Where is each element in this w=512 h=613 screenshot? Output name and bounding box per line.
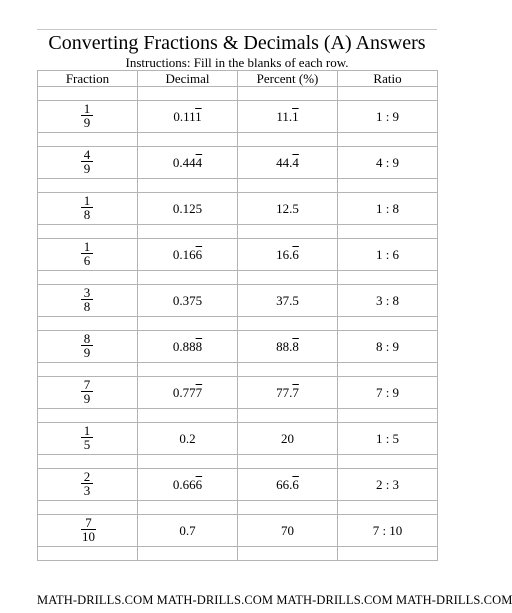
instructions: Instructions: Fill in the blanks of each row. [125, 55, 349, 70]
percent-cell [238, 147, 338, 179]
fraction [81, 240, 93, 267]
decimal-repeating-digit: 6 [195, 476, 203, 492]
fraction-denominator: 6 [81, 253, 93, 267]
spacer-cell [38, 271, 138, 285]
percent-cell [238, 469, 338, 501]
fraction-denominator: 3 [81, 483, 93, 497]
ratio-value: 1 : 5 [375, 430, 400, 446]
fraction [81, 286, 93, 313]
fraction-cell [38, 101, 138, 133]
ratio-value: 7 : 9 [375, 384, 400, 400]
percent-value: 77. [276, 384, 293, 400]
ratio-cell [338, 377, 438, 409]
percent-repeating-digit: 7 [292, 384, 299, 400]
fraction-cell [38, 331, 138, 363]
spacer-cell [338, 179, 438, 193]
spacer-cell [238, 547, 338, 561]
fraction-numerator: 1 [83, 101, 91, 116]
decimal-repeating-digit: 1 [195, 108, 202, 124]
ratio-value: 1 : 9 [375, 108, 400, 124]
percent-cell [238, 193, 338, 225]
spacer-cell [38, 409, 138, 423]
percent-repeating-digit: 1 [292, 108, 299, 124]
percent-value: 70 [281, 522, 294, 538]
spacer-cell [138, 455, 238, 469]
ratio-value: 4 : 9 [375, 154, 400, 170]
spacer-cell [338, 501, 438, 515]
spacer-row [38, 271, 438, 285]
spacer-cell [38, 363, 138, 377]
spacer-cell [138, 317, 238, 331]
percent-cell [238, 515, 338, 547]
percent-cell [238, 285, 338, 317]
spacer-cell [138, 409, 238, 423]
fraction-cell [38, 147, 138, 179]
ratio-cell [338, 515, 438, 547]
fraction-denominator: 9 [81, 345, 93, 359]
spacer-cell [238, 501, 338, 515]
decimal-repeating-digit: 8 [195, 338, 203, 354]
fraction [81, 470, 93, 497]
ratio-value: 1 : 6 [375, 246, 400, 262]
fraction-cell [38, 193, 138, 225]
decimal-value: 0.16 [172, 246, 196, 262]
table-row [38, 193, 438, 225]
decimal-value: 0.11 [173, 108, 196, 124]
fraction-denominator: 9 [81, 115, 93, 129]
spacer-cell [338, 455, 438, 469]
fraction-numerator: 1 [83, 423, 91, 438]
fraction-denominator: 8 [81, 207, 93, 221]
spacer-cell [238, 133, 338, 147]
spacer-cell [38, 87, 138, 101]
header-ratio: Ratio [338, 71, 438, 87]
ratio-cell [338, 193, 438, 225]
ratio-value: 2 : 3 [375, 476, 400, 492]
decimal-repeating-digit: 4 [195, 154, 203, 170]
decimal-cell [138, 239, 238, 271]
table-header-row [38, 71, 438, 87]
spacer-cell [38, 547, 138, 561]
percent-repeating-digit: 6 [292, 246, 299, 262]
table-row [38, 423, 438, 455]
spacer-cell [138, 179, 238, 193]
spacer-cell [338, 547, 438, 561]
spacer-cell [138, 363, 238, 377]
decimal-value: 0.88 [172, 338, 196, 354]
percent-value: 12.5 [276, 200, 299, 216]
fraction-numerator: 2 [83, 469, 91, 484]
ratio-cell [338, 147, 438, 179]
fraction-cell [38, 469, 138, 501]
decimal-cell [138, 515, 238, 547]
decimal-cell [138, 101, 238, 133]
fraction [81, 148, 93, 175]
ratio-cell [338, 239, 438, 271]
spacer-row [38, 87, 438, 101]
fraction-denominator: 8 [81, 299, 93, 313]
spacer-cell [238, 317, 338, 331]
answer-table [37, 70, 438, 561]
spacer-cell [138, 547, 238, 561]
ratio-value: 1 : 8 [375, 200, 400, 216]
fraction-numerator: 3 [83, 285, 91, 300]
ratio-cell [338, 423, 438, 455]
spacer-row [38, 225, 438, 239]
percent-value: 88. [276, 338, 293, 354]
ratio-value: 3 : 8 [375, 292, 400, 308]
spacer-row [38, 409, 438, 423]
table-body [38, 87, 438, 561]
table-row [38, 285, 438, 317]
spacer-cell [38, 501, 138, 515]
decimal-cell [138, 469, 238, 501]
percent-value: 44. [276, 154, 293, 170]
spacer-row [38, 455, 438, 469]
decimal-value: 0.375 [172, 292, 203, 308]
spacer-cell [338, 409, 438, 423]
spacer-row [38, 179, 438, 193]
fraction-numerator: 4 [83, 147, 91, 162]
decimal-cell [138, 331, 238, 363]
decimal-value: 0.44 [172, 154, 196, 170]
decimal-cell [138, 285, 238, 317]
header-decimal: Decimal [138, 71, 238, 87]
spacer-cell [138, 225, 238, 239]
percent-value: 66. [276, 476, 293, 492]
fraction-cell [38, 285, 138, 317]
fraction [81, 194, 93, 221]
percent-repeating-digit: 4 [292, 154, 299, 170]
spacer-cell [238, 87, 338, 101]
header-percent: Percent (%) [238, 71, 338, 87]
decimal-value: 0.7 [179, 522, 196, 538]
table-row [38, 101, 438, 133]
spacer-row [38, 317, 438, 331]
spacer-cell [338, 133, 438, 147]
percent-value: 11. [276, 108, 293, 124]
spacer-cell [38, 317, 138, 331]
fraction-denominator: 9 [81, 391, 93, 405]
fraction [81, 424, 93, 451]
percent-cell [238, 101, 338, 133]
fraction [81, 516, 96, 543]
spacer-cell [38, 133, 138, 147]
footer-watermark: MATH-DRILLS.COM MATH-DRILLS.COM MATH-DRILLS.COM MATH-DRILLS.COM [37, 593, 512, 607]
fraction-cell [38, 239, 138, 271]
spacer-cell [338, 317, 438, 331]
spacer-cell [338, 87, 438, 101]
header-fraction: Fraction [38, 71, 138, 87]
fraction [81, 378, 93, 405]
spacer-cell [238, 363, 338, 377]
fraction-numerator: 1 [83, 193, 91, 208]
spacer-cell [238, 455, 338, 469]
percent-value: 16. [276, 246, 293, 262]
percent-value: 37.5 [276, 292, 299, 308]
percent-value: 20 [281, 430, 294, 446]
fraction-cell [38, 377, 138, 409]
percent-repeating-digit: 8 [292, 338, 299, 354]
fraction-numerator: 7 [83, 377, 91, 392]
decimal-cell [138, 193, 238, 225]
decimal-value: 0.2 [179, 430, 196, 446]
spacer-row [38, 501, 438, 515]
spacer-cell [338, 225, 438, 239]
top-rule [37, 29, 437, 30]
ratio-value: 8 : 9 [375, 338, 400, 354]
page-title: Converting Fractions & Decimals (A) Answers [48, 32, 426, 54]
ratio-value: 7 : 10 [372, 522, 403, 538]
ratio-cell [338, 469, 438, 501]
fraction-cell [38, 515, 138, 547]
table-row [38, 515, 438, 547]
fraction-numerator: 1 [83, 239, 91, 254]
table-row [38, 147, 438, 179]
table-row [38, 469, 438, 501]
fraction-numerator: 8 [83, 331, 91, 346]
spacer-cell [238, 409, 338, 423]
spacer-row [38, 363, 438, 377]
spacer-cell [138, 501, 238, 515]
spacer-row [38, 133, 438, 147]
fraction [81, 332, 93, 359]
ratio-cell [338, 285, 438, 317]
table-row [38, 377, 438, 409]
spacer-row [38, 547, 438, 561]
decimal-value: 0.66 [172, 476, 196, 492]
percent-repeating-digit: 6 [292, 476, 299, 492]
decimal-repeating-digit: 7 [195, 384, 203, 400]
spacer-cell [38, 225, 138, 239]
spacer-cell [38, 455, 138, 469]
spacer-cell [238, 179, 338, 193]
spacer-cell [238, 271, 338, 285]
decimal-cell [138, 423, 238, 455]
percent-cell [238, 331, 338, 363]
table-row [38, 239, 438, 271]
table-row [38, 331, 438, 363]
ratio-cell [338, 101, 438, 133]
spacer-cell [238, 225, 338, 239]
decimal-value: 0.77 [172, 384, 196, 400]
ratio-cell [338, 331, 438, 363]
fraction [81, 102, 93, 129]
fraction-denominator: 10 [82, 529, 95, 544]
percent-cell [238, 377, 338, 409]
fraction-numerator: 7 [85, 515, 92, 530]
percent-cell [238, 239, 338, 271]
decimal-cell [138, 377, 238, 409]
decimal-value: 0.125 [172, 200, 203, 216]
spacer-cell [138, 87, 238, 101]
spacer-cell [338, 363, 438, 377]
spacer-cell [138, 133, 238, 147]
spacer-cell [338, 271, 438, 285]
fraction-cell [38, 423, 138, 455]
decimal-cell [138, 147, 238, 179]
fraction-denominator: 9 [81, 161, 93, 175]
spacer-cell [138, 271, 238, 285]
fraction-denominator: 5 [81, 437, 93, 451]
spacer-cell [38, 179, 138, 193]
decimal-repeating-digit: 6 [195, 246, 203, 262]
percent-cell [238, 423, 338, 455]
